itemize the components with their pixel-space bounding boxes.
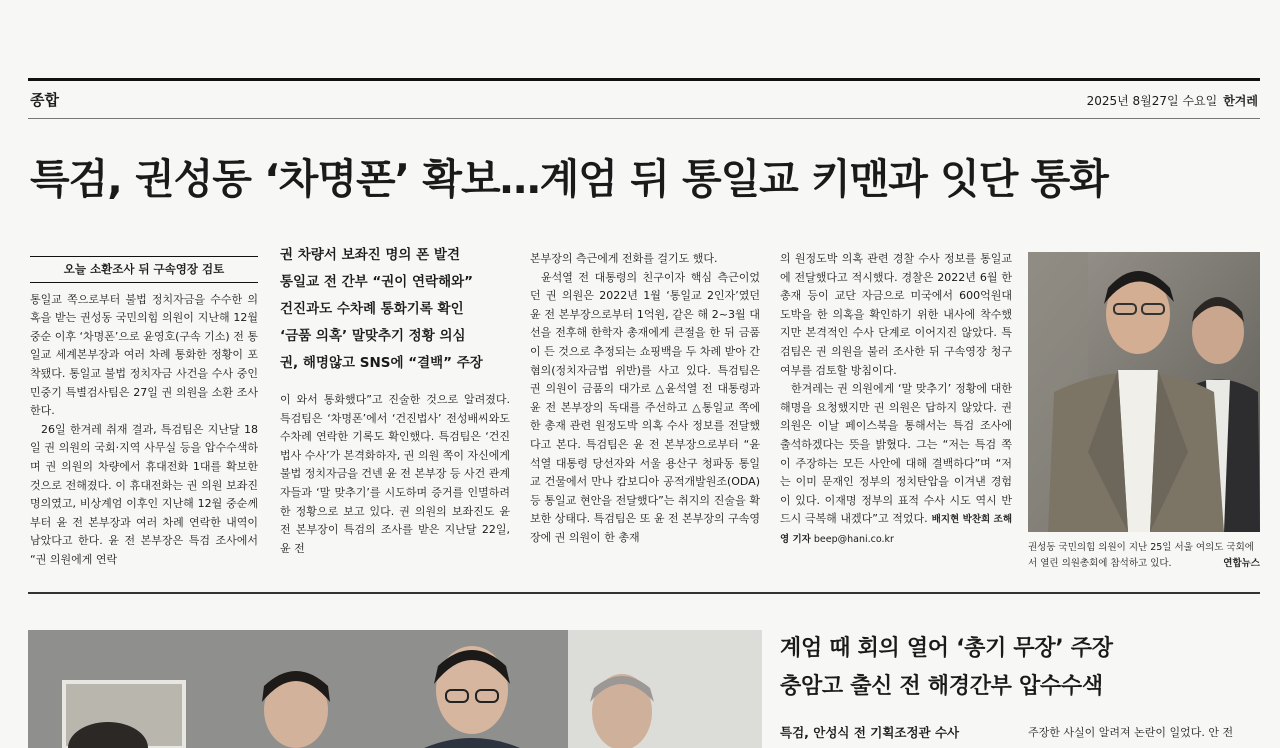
news-photo (1028, 252, 1260, 532)
headline-line: 충암고 출신 전 해경간부 압수수색 (780, 674, 1103, 699)
paragraph: 통일교 쪽으로부터 불법 정치자금을 수수한 의혹을 받는 권성동 국민의힘 의원이 지난해 12월 중순 이후 ‘차명폰’으로 윤영호(구속 기소) 전 통일교 세계본부장과 여러 차례 통화한 정황이 포착됐다. 통일교 불법 정치자금 사건을 수사 중인 민중기 특별검사팀은 27일 권 의원을 소환 조사한다. (30, 292, 258, 418)
photo-caption (1028, 540, 1260, 572)
article-column-1 (30, 250, 258, 570)
headline-line: 계엄 때 회의 열어 ‘총기 무장’ 주장 (780, 636, 1113, 661)
paragraph: 윤석열 전 대통령의 친구이자 핵심 측근이었던 권 의원은 2022년 1월 ‘통일교 2인자’였던 윤 전 본부장으로부터 1억원, 같은 해 2~3월 대선을 전후해 한학자 총재에게 큰절을 한 뒤 금품이 든 것으로 추정되는 쇼핑백을 두 차례 받아 간 혐의(정치자금법 위반)를 사고 있다. 특검팀은 권 의원이 금품의 대가로 △윤석열 전 대통령과 윤 전 본부장의 독대를 주선하고 △통일교 쪽에 한 총재 관련 원정도박 의혹 수사 정보를 전달했다고 본다. 특검팀은 윤 전 본부장으로부터 “윤석열 대통령 당선자와 서울 용산구 청파동 통일교 건물에서 만나 캄보디아 공적개발원조(ODA) 등 통일교 현안을 전달했다”는 취지의 진술을 확보한 상태다. 특검팀은 또 윤 전 본부장의 구속영장에 권 의원이 한 총재 (530, 270, 760, 544)
paragraph (780, 380, 1012, 549)
header-rule (28, 78, 1260, 81)
header-subrule (28, 118, 1260, 119)
paragraph-text: 한겨레는 권 의원에게 ‘말 맞추기’ 정황에 대한 해명을 요청했지만 권 의원은 답하지 않았다. 권 의원은 이날 페이스북을 통해서는 특검 조사에 출석하겠다는 뜻을 밝혔다. 그는 “저는 특검 쪽이 주장하는 모든 사안에 대해 결백하다”며 “저는 이미 문재인 정부의 정치탄압을 이겨낸 경험이 있다. 이재명 정부의 표적 수사 시도 역시 반드시 극복해 내겠다”고 적었다. (780, 382, 1012, 526)
article-column-3 (530, 250, 760, 548)
news-photo-2 (28, 630, 762, 748)
photo-credit: 연합뉴스 (1223, 558, 1260, 569)
second-story-body: 주장한 사실이 알려져 논란이 일었다. 안 전 (1028, 726, 1234, 739)
caption-text: 권성동 국민의힘 의원이 지난 25일 서울 여의도 국회에서 열린 의원총회에 참석하고 있다. (1028, 542, 1254, 569)
photo-illustration (1028, 252, 1260, 532)
subhead: ‘금품 의혹’ 말맞추기 정황 의심 (280, 328, 466, 344)
article-column-2 (280, 247, 510, 558)
subheads (280, 242, 510, 377)
subhead: 건진과도 수차례 통화기록 확인 (280, 301, 464, 317)
subhead: 권 차량서 보좌진 명의 폰 발견 (280, 247, 460, 263)
byline-email: beep@hani.co.kr (813, 533, 894, 545)
photo-illustration-2 (28, 630, 762, 748)
paragraph: 본부장의 측근에게 전화를 걸기도 했다. (530, 252, 718, 265)
subhead: 통일교 전 간부 “권이 연락해와” (280, 274, 474, 290)
second-story-subhead: 특검, 안성식 전 기획조정관 수사 (780, 725, 960, 740)
dateline (1087, 92, 1258, 109)
kicker: 오늘 소환조사 뒤 구속영장 검토 (30, 256, 258, 283)
second-story-headline (780, 630, 1250, 706)
main-headline: 특검, 권성동 ‘차명폰’ 확보…계엄 뒤 통일교 키맨과 잇단 통화 (30, 155, 1108, 203)
byline-names: 배지현 박찬희 조해영 기자 (780, 514, 1012, 545)
paragraph: 26일 한겨레 취재 결과, 특검팀은 지난달 18일 권 의원의 국회·지역 사무실 등을 압수수색하며 권 의원의 차량에서 휴대전화 1대를 확보한 것으로 전해졌다. 이 휴대전화는 권 의원 보좌진 명의였고, 비상계엄 이후인 지난해 12월 중순께부터 윤 전 본부장과 여러 차례 연락한 내역이 남았다고 한다. 윤 전 본부장은 특검 조사에서 “권 의원에게 연락 (30, 422, 258, 566)
newspaper-name: 한겨레 (1223, 94, 1258, 108)
section-label: 종합 (30, 91, 59, 109)
issue-date: 2025년 8월27일 수요일 (1086, 94, 1218, 108)
paragraph: 이 와서 통화했다”고 진술한 것으로 알려졌다. 특검팀은 ‘차명폰’에서 ‘건진법사’ 전성배씨와도 수차례 연락한 기록도 확인했다. 특검팀은 ‘건진법사 수사’가 본격화하자, 권 의원 쪽이 자신에게 불법 정치자금을 건넨 윤 전 본부장 등 사건 관계자들과 ‘말 맞추기’를 시도하며 증거를 인멸하려 한 정황으로 보고 있다. 권 의원의 보좌진도 윤 전 본부장이 특검의 조사를 받은 지난달 22일, 윤 전 (280, 393, 510, 555)
paragraph: 의 원정도박 의혹 관련 경찰 수사 정보를 통일교에 전달했다고 적시했다. 경찰은 2022년 6월 한 총재 등이 교단 자금으로 미국에서 600억원대 도박을 한 의혹을 확인하기 위한 내사에 착수했지만 본격적인 수사 단계로 이어지진 않았다. 특검팀은 권 의원을 불러 조사한 뒤 구속영장 청구 여부를 검토할 방침이다. (780, 252, 1012, 377)
subhead: 권, 해명않고 SNS에 “결백” 주장 (280, 355, 483, 371)
section-divider (28, 592, 1260, 594)
article-column-4 (780, 250, 1012, 550)
